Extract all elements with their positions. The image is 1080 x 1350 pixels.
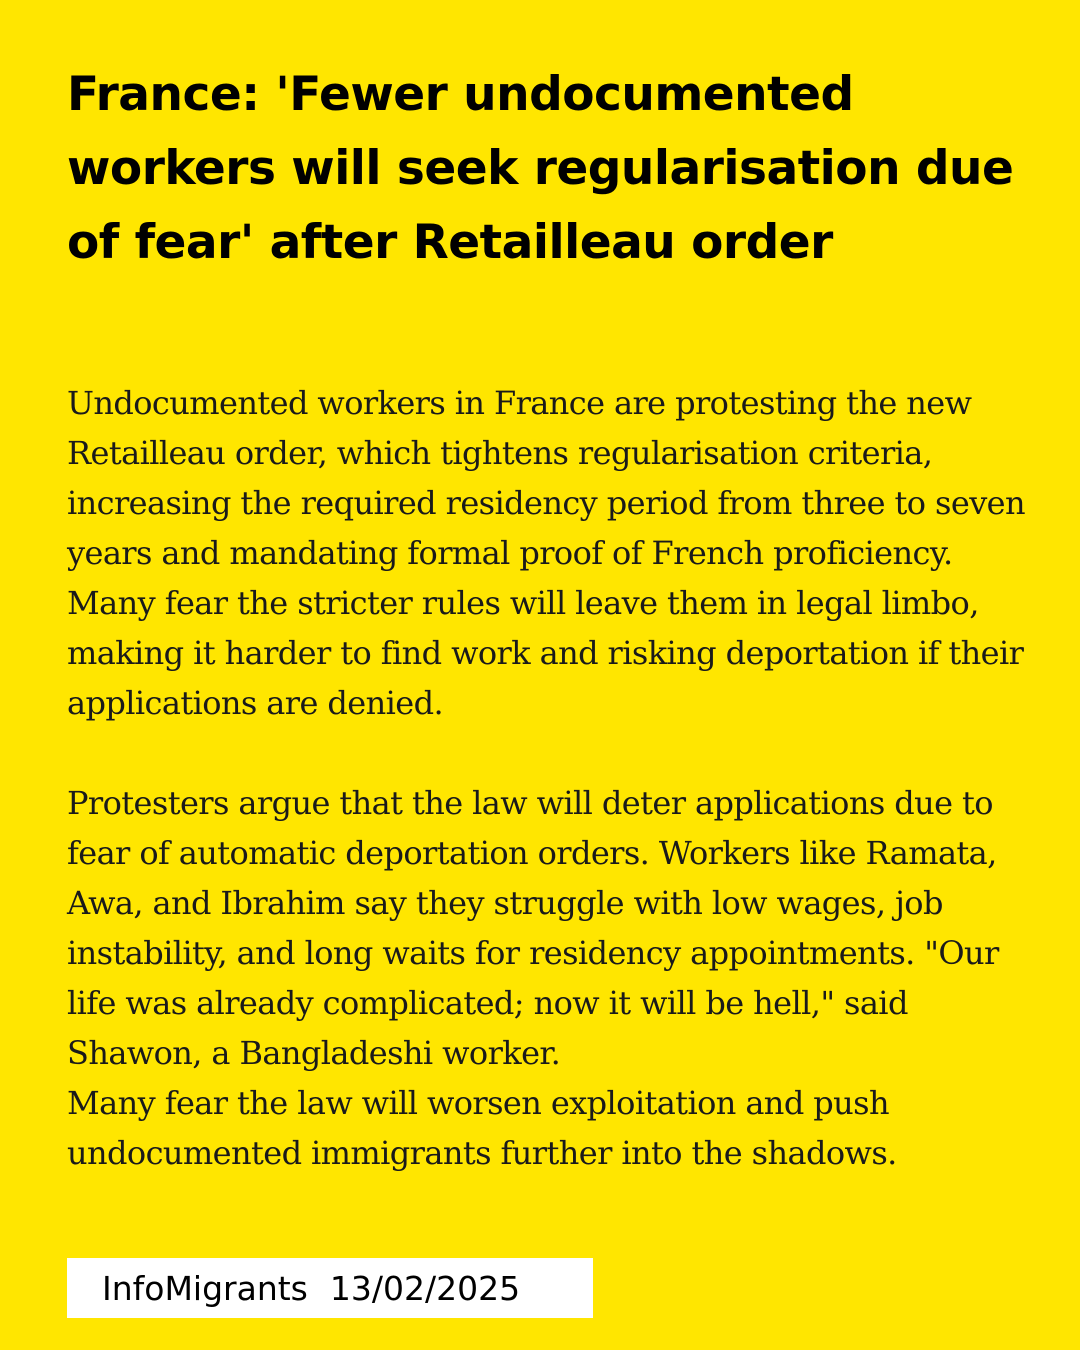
body-paragraph-1: Undocumented workers in France are protesting the new Retailleau order, which tightens regularisation criteria, increasing the required residency period from three to seven years and mandating formal proof of French proficiency. Many fear the stricter rules will leave them in legal limbo, making it harder to find work and risking deportation if their applications are denied. — [67, 384, 1026, 722]
body-paragraph-3: Many fear the law will worsen exploitation and push undocumented immigrants further into the shadows. — [67, 1084, 897, 1172]
source-name: InfoMigrants — [102, 1268, 308, 1308]
paragraph-spacer — [67, 728, 1042, 778]
article-body — [67, 378, 1042, 1178]
headline: France: 'Fewer undocumented workers will seek regularisation due of fear' after Retailleau order — [67, 67, 1014, 270]
source-label — [67, 1258, 593, 1318]
source-date: 13/02/2025 — [329, 1268, 521, 1308]
body-paragraph-2: Protesters argue that the law will deter applications due to fear of automatic deportation orders. Workers like Ramata, Awa, and Ibrahim say they struggle with low wages, job instability, and long waits for residency appointments. "Our life was already complicated; now it will be hell," said Shawon, a Bangladeshi worker. — [67, 784, 999, 1072]
